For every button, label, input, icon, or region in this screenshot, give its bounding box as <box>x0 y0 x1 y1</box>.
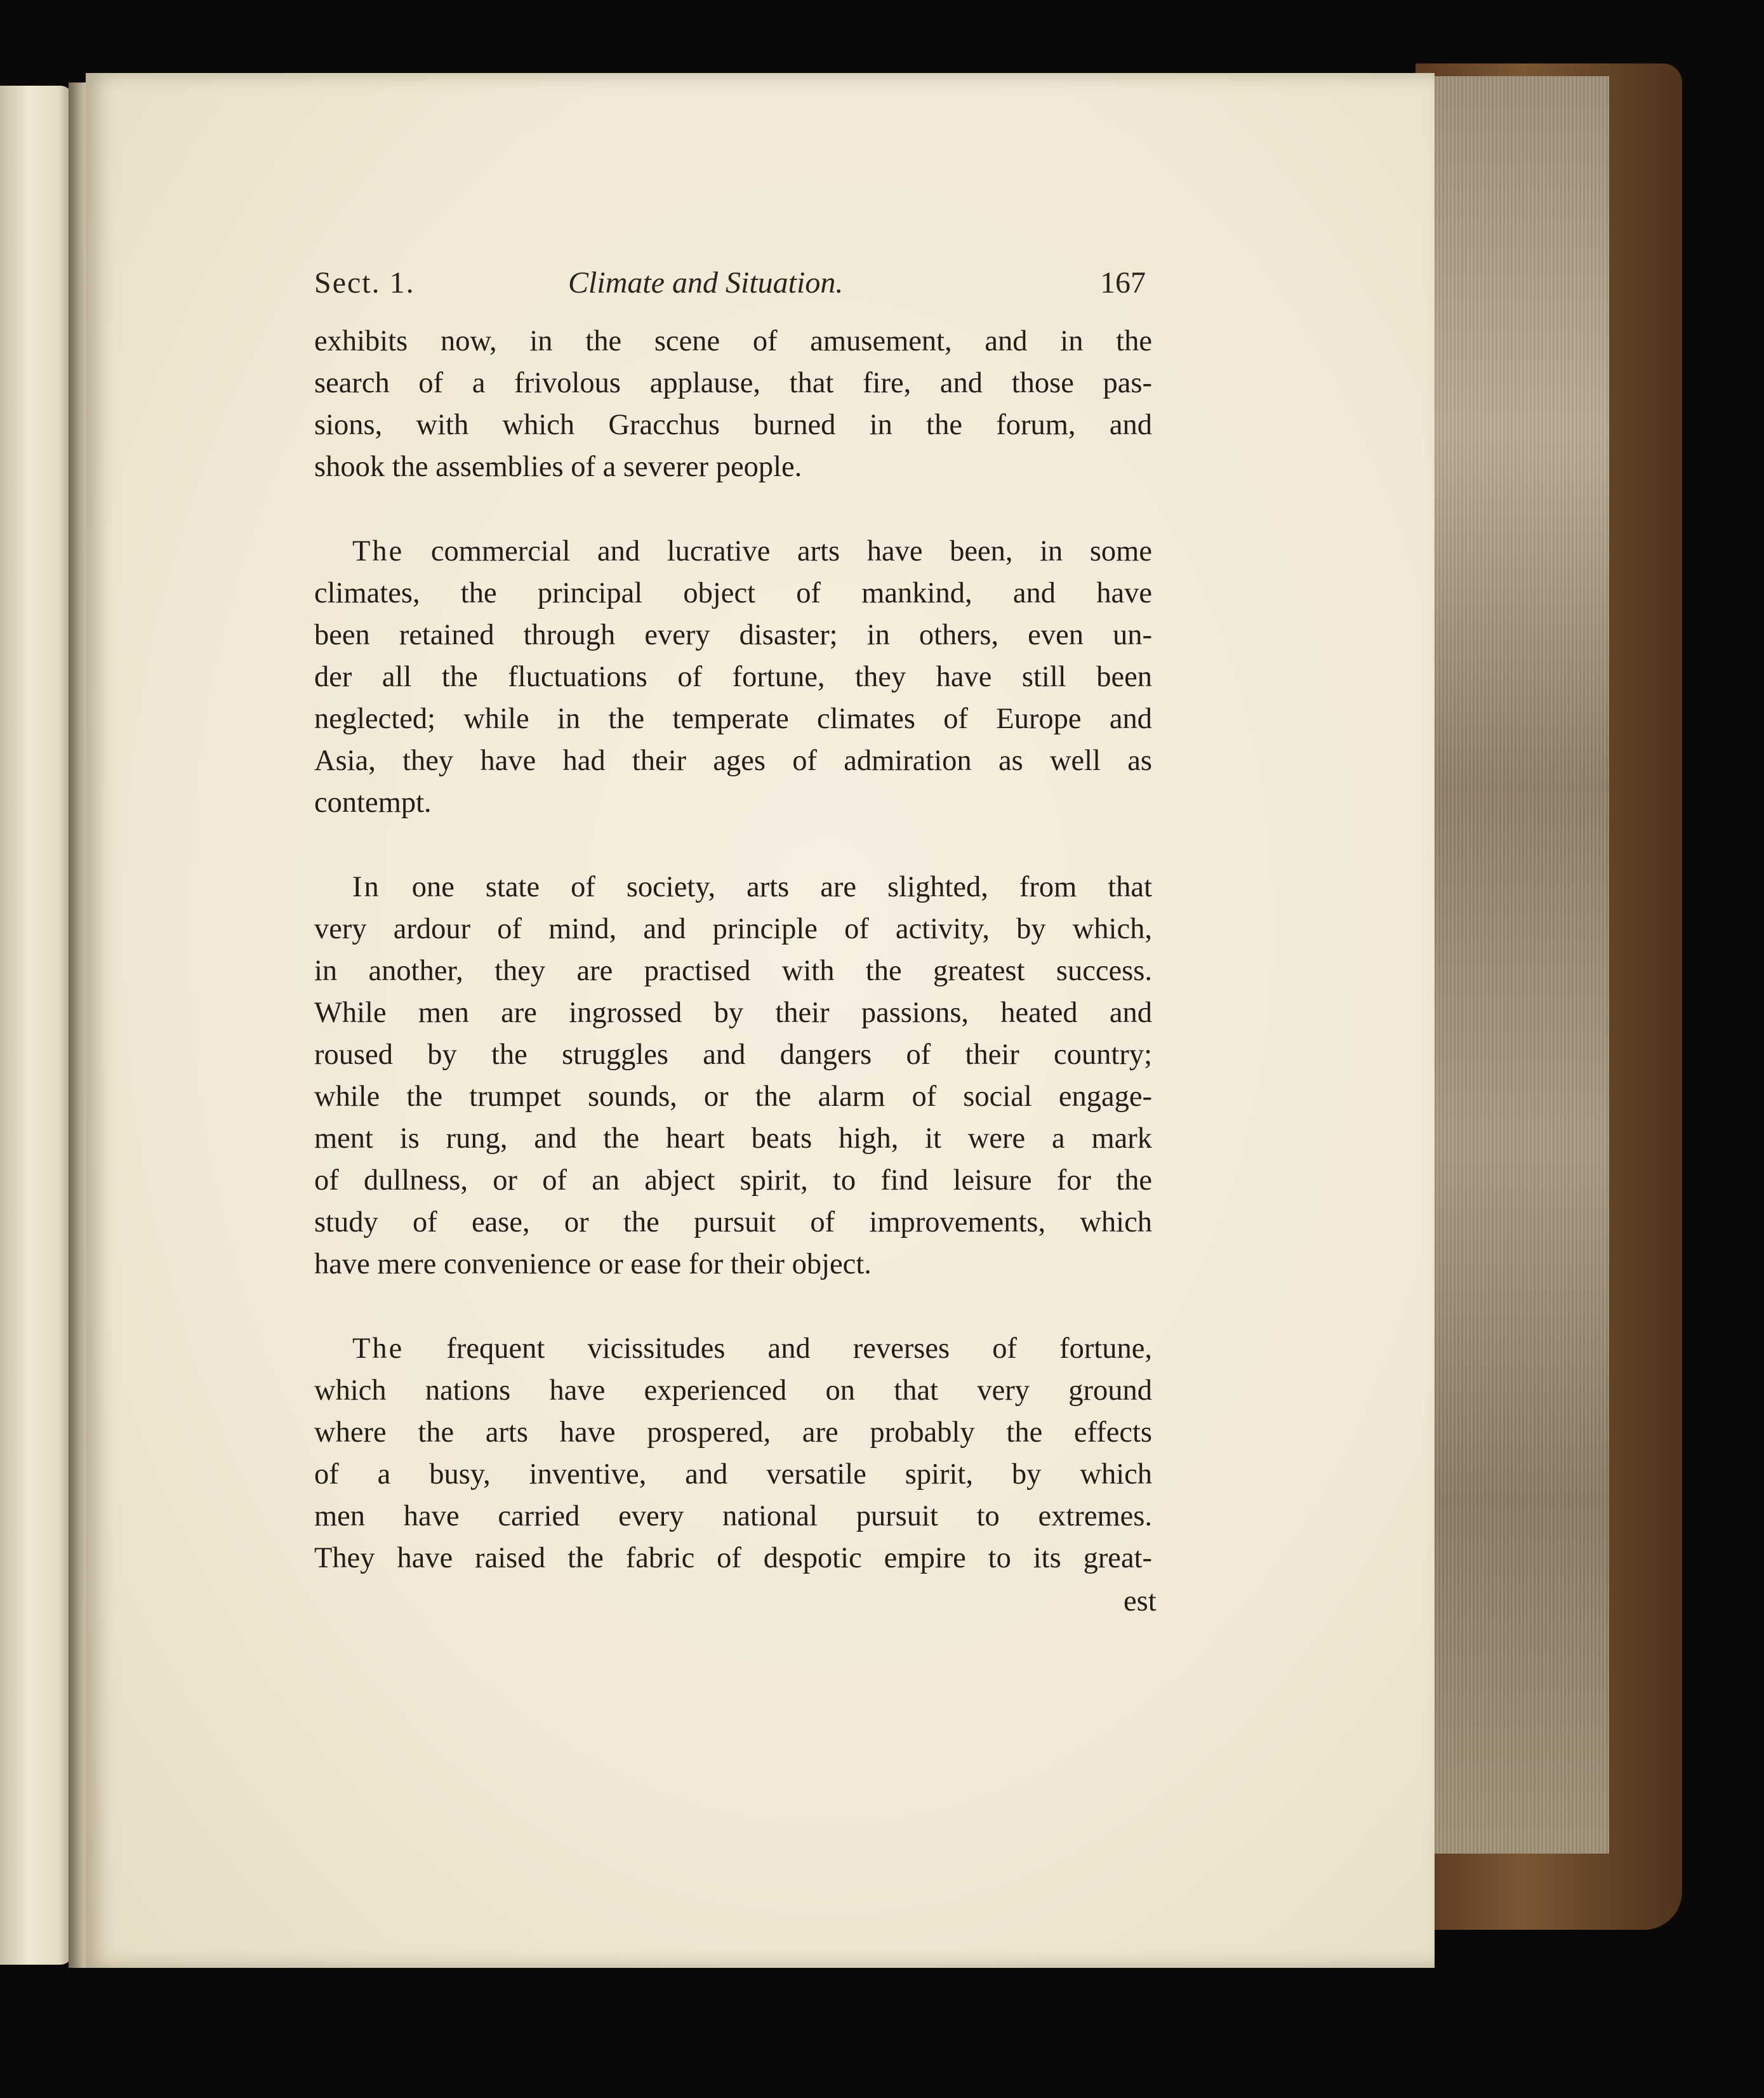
body-text <box>314 321 1152 1579</box>
text-line: where the arts have prospered, are probably the effects <box>314 1416 1152 1449</box>
text-line: study of ease, or the pursuit of improvements, which <box>314 1206 1152 1238</box>
facing-page-edge <box>0 86 73 1965</box>
paragraph-lead: The <box>352 535 404 568</box>
text-line: neglected; while in the temperate climates of Europe and <box>314 703 1152 735</box>
text-line: der all the fluctuations of fortune, they have still been <box>314 661 1152 693</box>
text-line-rest: commercial and lucrative arts have been, in some <box>404 535 1152 568</box>
paragraph-gap <box>314 824 1152 866</box>
section-label: Sect. 1. <box>314 266 415 300</box>
page-block-edges <box>1425 76 1609 1854</box>
text-line: exhibits now, in the scene of amusement, and in the <box>314 325 1152 357</box>
page-number: 167 <box>1100 266 1146 300</box>
text-line: shook the assemblies of a severer people. <box>314 451 802 483</box>
text-line: sions, with which Gracchus burned in the forum, and <box>314 409 1152 441</box>
text-line: of dullness, or of an abject spirit, to find leisure for the <box>314 1164 1152 1197</box>
text-line: in another, they are practised with the greatest success. <box>314 955 1152 987</box>
text-line: which nations have experienced on that very ground <box>314 1374 1152 1407</box>
text-line: search of a frivolous applause, that fire, and those pas- <box>314 367 1152 399</box>
text-line: Asia, they have had their ages of admiration as well as <box>314 745 1152 777</box>
text-line: while the trumpet sounds, or the alarm of social engage- <box>314 1080 1152 1113</box>
paragraph-lead: The <box>352 1332 404 1365</box>
catchword: est <box>1124 1585 1157 1617</box>
text-line <box>314 866 1152 908</box>
text-line <box>314 1328 1152 1370</box>
text-line-rest: frequent vicissitudes and reverses of fortune, <box>404 1332 1152 1365</box>
text-line: ment is rung, and the heart beats high, it were a mark <box>314 1122 1152 1155</box>
text-line: While men are ingrossed by their passions, heated and <box>314 997 1152 1029</box>
paragraph-lead: In <box>352 871 381 903</box>
text-line: men have carried every national pursuit to extremes. <box>314 1500 1152 1532</box>
text-line <box>314 531 1152 573</box>
paragraph-gap <box>314 1285 1152 1328</box>
text-line: roused by the struggles and dangers of their country; <box>314 1039 1152 1071</box>
running-head <box>314 265 1146 313</box>
text-line: They have raised the fabric of despotic empire to its great- <box>314 1542 1152 1574</box>
text-line: been retained through every disaster; in others, even un- <box>314 619 1152 651</box>
text-line: climates, the principal object of mankind, and have <box>314 577 1152 609</box>
text-line: very ardour of mind, and principle of activity, by which, <box>314 913 1152 945</box>
text-line-rest: one state of society, arts are slighted, from that <box>380 871 1152 903</box>
text-line: of a busy, inventive, and versatile spirit, by which <box>314 1458 1152 1491</box>
paragraph-gap <box>314 488 1152 531</box>
text-line: contempt. <box>314 787 432 819</box>
text-line: have mere convenience or ease for their object. <box>314 1248 872 1280</box>
chapter-title: Climate and Situation. <box>568 266 844 300</box>
